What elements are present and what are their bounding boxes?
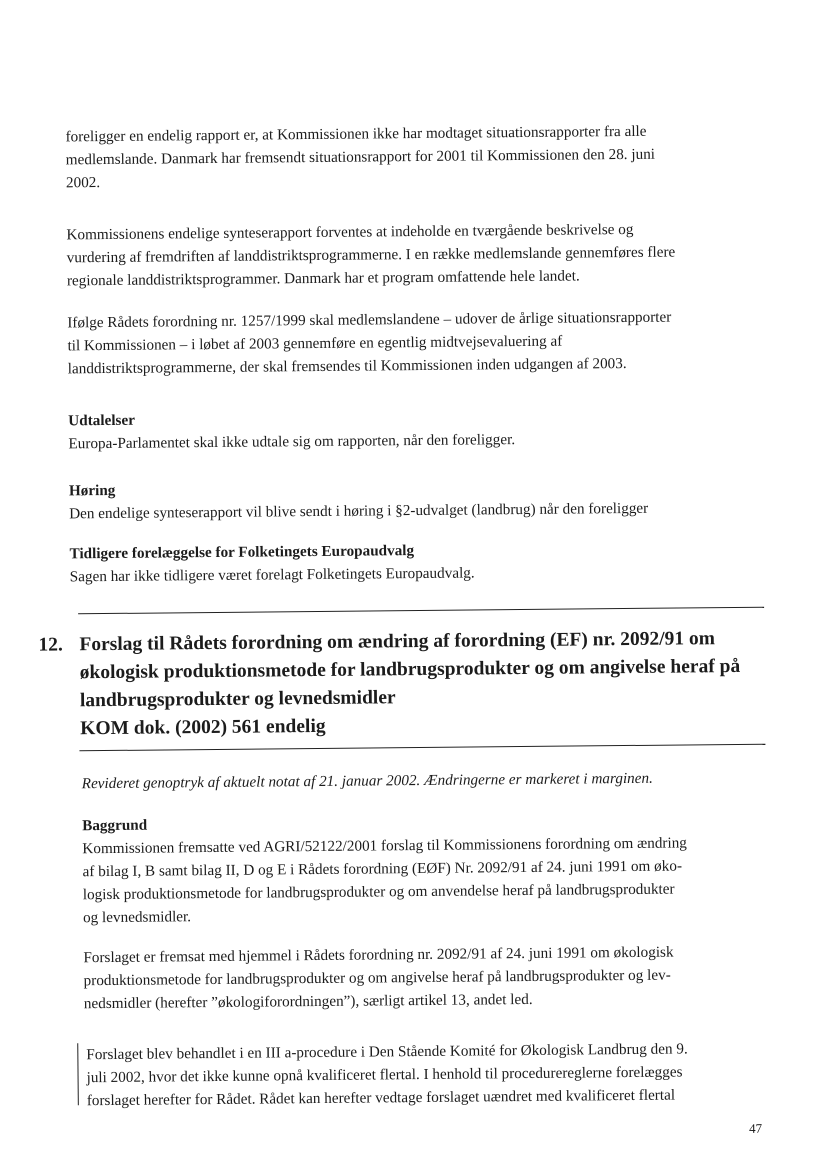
text-line: medlemslande. Danmark har fremsendt situationsrapport for 2001 til Kommissionen den 28. juni <box>65 145 656 169</box>
previous-submission-section <box>69 537 769 589</box>
hearing-section <box>69 474 769 526</box>
title-line: økologisk produktionsmetode for landbrugsprodukter og om angivelse heraf på <box>79 655 741 684</box>
text-line: Ifølge Rådets forordning nr. 1257/1999 skal medlemslandene – udover de årlige situationsrapporter <box>67 308 672 332</box>
revision-margin-bar <box>77 1043 79 1105</box>
legal-basis-paragraph <box>83 940 774 1016</box>
text-line: forslaget herefter for Rådet. Rådet kan herefter vedtage forslaget uændret med kvalificeret flertal <box>86 1086 676 1110</box>
revised-note: Revideret genoptryk af aktuelt notat af 21. januar 2002. Ændringerne er markeret i marginen. <box>81 769 653 793</box>
text-line: til Kommissionen – i løbet af 2003 gennemføre en egentlig midtvejsevaluering af <box>67 332 563 355</box>
title-line: Forslag til Rådets forordning om ændring af forordning (EF) nr. 2092/91 om <box>79 628 716 656</box>
item-title <box>79 625 770 744</box>
text-line: Forslaget er fremsat med hjemmel i Rådets forordning nr. 2092/91 af 24. juni 1991 om økologisk <box>83 943 674 967</box>
bottom-divider <box>79 744 765 752</box>
text-line: regionale landdistriktsprogrammer. Danmark har et program omfattende hele landet. <box>66 267 580 290</box>
text-line: og levnedsmidler. <box>82 908 192 927</box>
text-line: produktionsmetode for landbrugsprodukter og om angivelse heraf på landbrugsprodukter og lev- <box>83 966 671 990</box>
text-line: Kommissionens endelige synteserapport forventes at indeholde en tværgående beskrivelse og <box>66 220 634 244</box>
text-line: landdistriktsprogrammerne, der skal fremsendes til Kommissionen inden udgangen af 2003. <box>67 355 627 378</box>
previous-submission-text: Sagen har ikke tidligere været forelagt Folketingets Europaudvalg. <box>69 564 475 586</box>
document-reference: KOM dok. (2002) 561 endelig <box>80 715 326 740</box>
text-line: nedsmidler (herefter ”økologiforordningen”), særligt artikel 13, andet led. <box>83 990 533 1013</box>
text-line: Kommissionen fremsatte ved AGRI/52122/2001 forslag til Kommissionens forordning om ændring <box>82 834 687 858</box>
text-line: 2002. <box>65 174 101 192</box>
text-line: af bilag I, B samt bilag II, D og E i Rådets forordning (EØF) Nr. 2092/91 af 24. juni 1991 om øko- <box>82 857 683 881</box>
procedure-paragraph <box>86 1037 777 1113</box>
statements-heading: Udtalelser <box>68 411 135 430</box>
background-section <box>82 809 773 930</box>
statements-section <box>68 404 768 456</box>
title-line: landbrugsprodukter og levnedsmidler <box>79 687 396 712</box>
statements-text: Europa-Parlamentet skal ikke udtale sig om rapporten, når den foreligger. <box>68 431 516 453</box>
item-number: 12. <box>38 634 63 656</box>
text-line: foreligger en endelig rapport er, at Kommissionen ikke har modtaget situationsrapporter fra alle <box>65 122 647 146</box>
page-number: 47 <box>749 1120 763 1136</box>
text-line: logisk produktionsmetode for landbrugsprodukter og om anvendelse heraf på landbrugsprodukter <box>82 880 675 904</box>
text-line: Forslaget blev behandlet i en III a-procedure i Den Stående Komité for Økologisk Landbrug den 9. <box>86 1040 688 1064</box>
hearing-text: Den endelige synteserapport vil blive sendt i høring i §2-udvalget (landbrug) når den foreligger <box>69 499 649 523</box>
regulation-paragraph <box>67 305 768 381</box>
text-line: juli 2002, hvor det ikke kunne opnå kvalificeret flertal. I henhold til procedurereglerne forelægges <box>86 1063 683 1087</box>
background-heading: Baggrund <box>82 816 148 835</box>
top-divider <box>78 607 764 615</box>
hearing-heading: Høring <box>68 481 116 500</box>
previous-submission-heading: Tidligere forelæggelse for Folketingets Europaudvalg <box>69 542 415 563</box>
text-line: vurdering af fremdriften af landdistriktsprogrammerne. I en række medlemslande gennemføres flere <box>66 243 676 267</box>
synthesis-paragraph <box>66 217 767 293</box>
intro-paragraph <box>65 119 766 195</box>
